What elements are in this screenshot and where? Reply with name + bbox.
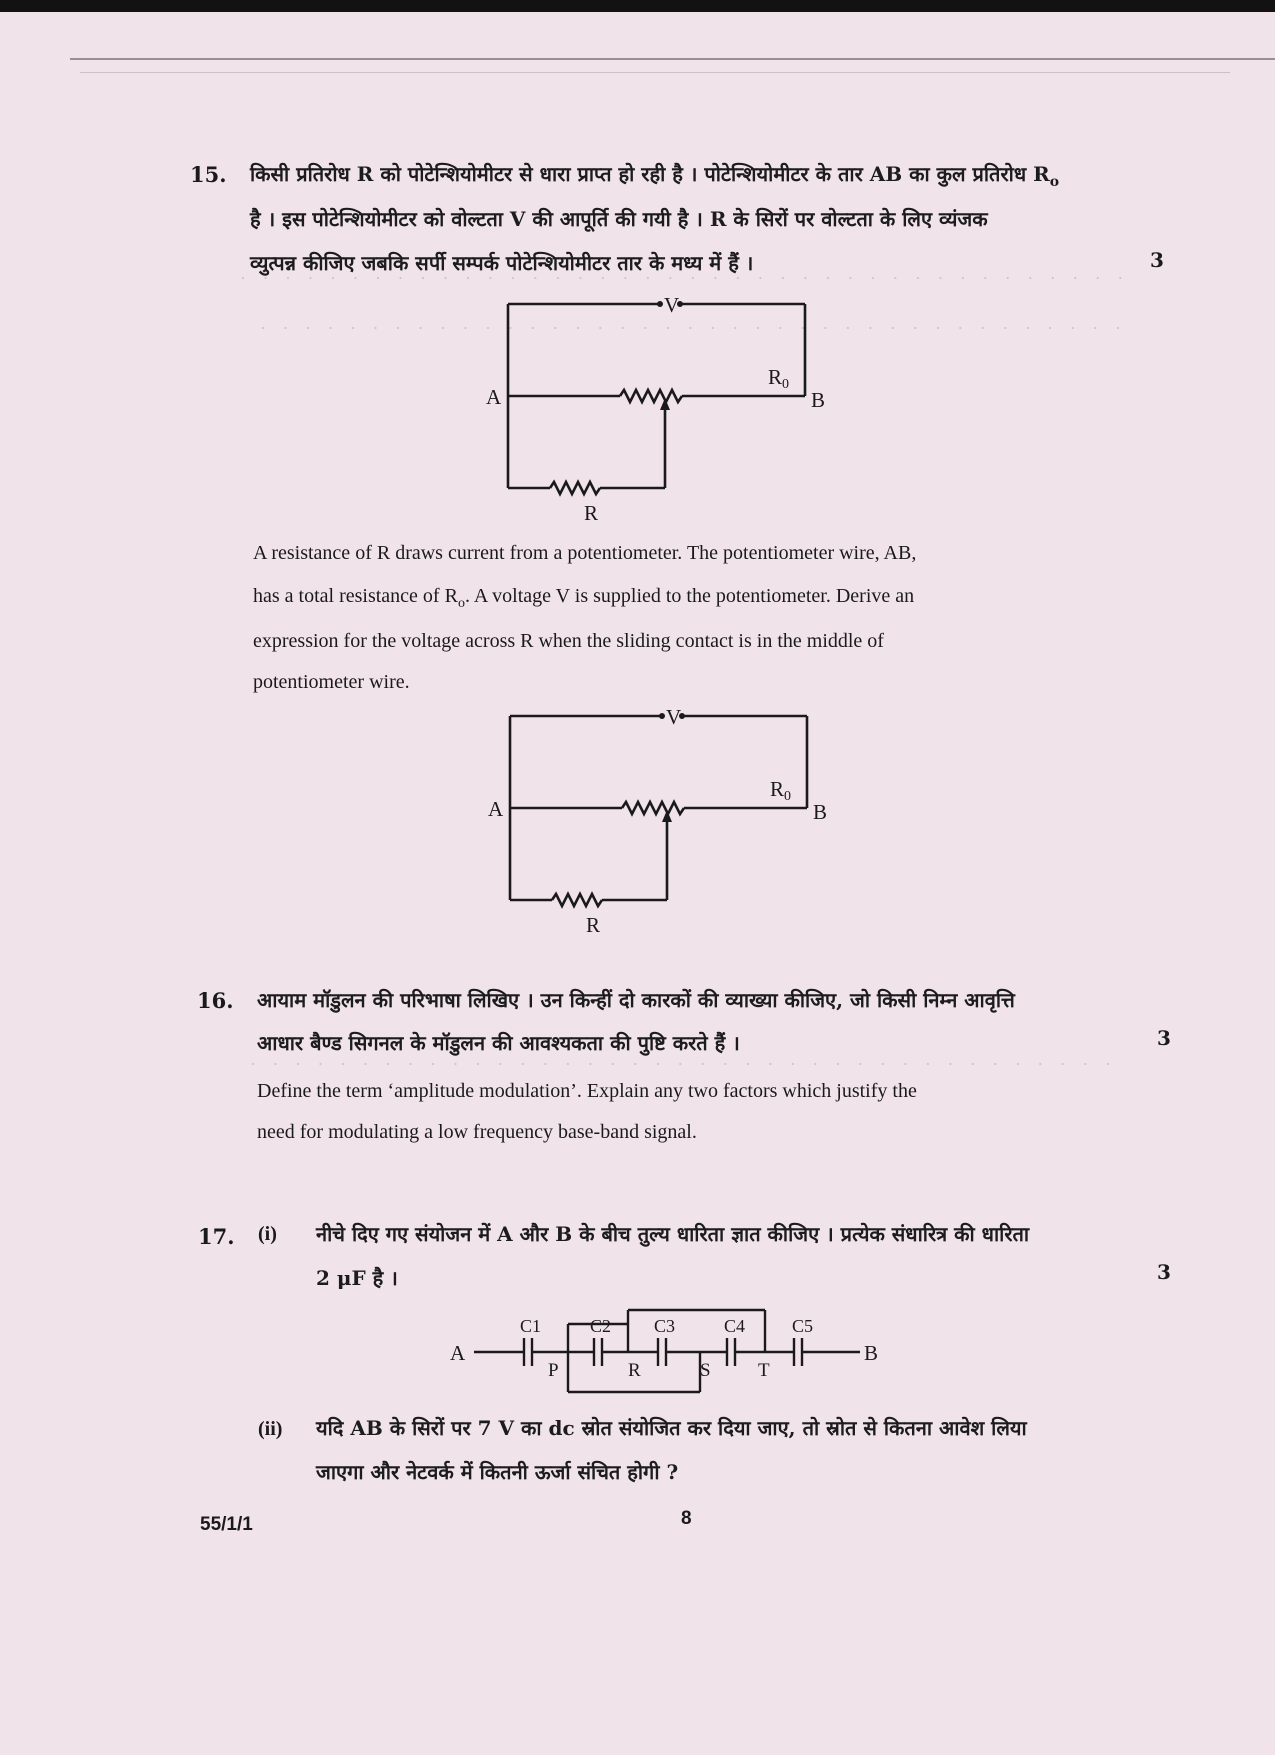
label-b: B [813,800,828,824]
node-r: R [628,1360,641,1381]
label-v: V [666,705,682,729]
header-rule [70,58,1275,60]
q15-hindi-line-1: किसी प्रतिरोध R को पोटेन्शियोमीटर से धारा प्राप्त हो रही है । पोटेन्शियोमीटर के तार AB का कुल प्रतिरोध $R_o$ [250,162,1060,190]
bleed-through-texture: · · · · · · · · · · · · · · · · · · · · · · · · · · · · · · · · · · · · · · · · [240,268,1130,288]
label-c5: C5 [792,1316,814,1336]
label-r0: R0 [770,777,792,804]
label-c1: C1 [520,1316,542,1336]
q16-marks: 3 [1157,1026,1171,1050]
paper-code: 55/1/1 [200,1514,253,1535]
q15-hindi-subscript: o [1049,174,1060,190]
terminal-dot [657,301,663,307]
label-b: B [811,388,826,412]
q15-marks: 3 [1150,248,1164,272]
q17-part-ii-label: (ii) [258,1418,283,1440]
node-p: P [548,1360,559,1381]
q17-marks: 3 [1157,1260,1171,1284]
scan-top-border [0,0,1275,12]
q15-english-line-2: has a total resistance of $R_o$. A voltage V is supplied to the potentiometer. Derive an [253,585,915,611]
q16-hindi-line-1: आयाम मॉडुलन की परिभाषा लिखिए । उन किन्हीं दो कारकों की व्याख्या कीजिए, जो किसी निम्न आवृत्ति [257,988,1015,1012]
q15-english-line-1: A resistance of R draws current from a potentiometer. The potentiometer wire, AB, [253,542,917,564]
q17-part-i-hindi-line-1: नीचे दिए गए संयोजन में A और B के बीच तुल्य धारिता ज्ञात कीजिए । प्रत्येक संधारित्र की धारिता [316,1222,1030,1246]
q17-part-i-hindi-line-2: 2 μF है । [316,1266,398,1290]
network-label-b: B [864,1341,879,1365]
q15-english-line-4: potentiometer wire. [253,671,410,693]
potentiometer-resistor-r0 [620,390,682,402]
potentiometer-circuit-1 [480,292,826,525]
node-s: S [700,1360,711,1381]
label-r0: R0 [768,365,790,392]
q15-english-line-3: expression for the voltage across R when the sliding contact is in the middle of [253,630,884,652]
page-number: 8 [681,1508,692,1529]
q15-english-subscript: o [457,596,465,611]
label-r: R [586,913,601,937]
q15-hindi-line-2: है । इस पोटेन्शियोमीटर को वोल्टता V की आपूर्ति की गयी है । R के सिरों पर वोल्टता के लिए व्यंजक [250,207,988,231]
label-a: A [486,385,502,409]
bleed-through-texture: · · · · · · · · · · · · · · · · · · · · · · · · · · · · · · · · · · · · · · · [260,318,1127,338]
q17-number: 17. [198,1224,235,1249]
label-r: R [584,501,599,525]
capacitor-network [440,1302,900,1398]
label-c4: C4 [724,1316,746,1336]
q17-part-ii-hindi-line-1: यदि AB के सिरों पर 7 V का dc स्रोत संयोजित कर दिया जाए, तो स्रोत से कितना आवेश लिया [316,1416,1027,1440]
q16-english-line-1: Define the term ‘amplitude modulation’. Explain any two factors which justify the [257,1080,917,1102]
load-resistor-r [552,894,602,906]
q16-english-line-2: need for modulating a low frequency base-band signal. [257,1121,697,1143]
bleed-through-texture: · · · · · · · · · · · · · · · · · · · · · · · · · · · · · · · · · · · · · · · [250,1054,1117,1074]
q17-part-ii-hindi-line-2: जाएगा और नेटवर्क में कितनी ऊर्जा संचित होगी ? [316,1460,679,1484]
load-resistor-r [550,482,600,494]
potentiometer-resistor-r0 [622,802,684,814]
label-v: V [664,293,680,317]
q15-number: 15. [190,162,227,187]
header-rule-faint [80,72,1230,73]
q15-hindi-line-3: व्युत्पन्न कीजिए जबकि सर्पी सम्पर्क पोटेन्शियोमीटर तार के मध्य में हैं । [250,251,754,275]
label-c3: C3 [654,1316,676,1336]
q16-hindi-line-2: आधार बैण्ड सिगनल के मॉडुलन की आवश्यकता की पुष्टि करते हैं । [257,1031,740,1055]
terminal-dot [659,713,665,719]
q17-part-i-label: (i) [258,1223,277,1245]
q16-number: 16. [197,988,234,1013]
node-t: T [758,1360,770,1381]
potentiometer-circuit-2 [482,704,828,937]
network-label-a: A [450,1341,466,1365]
label-c2: C2 [590,1316,612,1336]
label-a: A [488,797,504,821]
